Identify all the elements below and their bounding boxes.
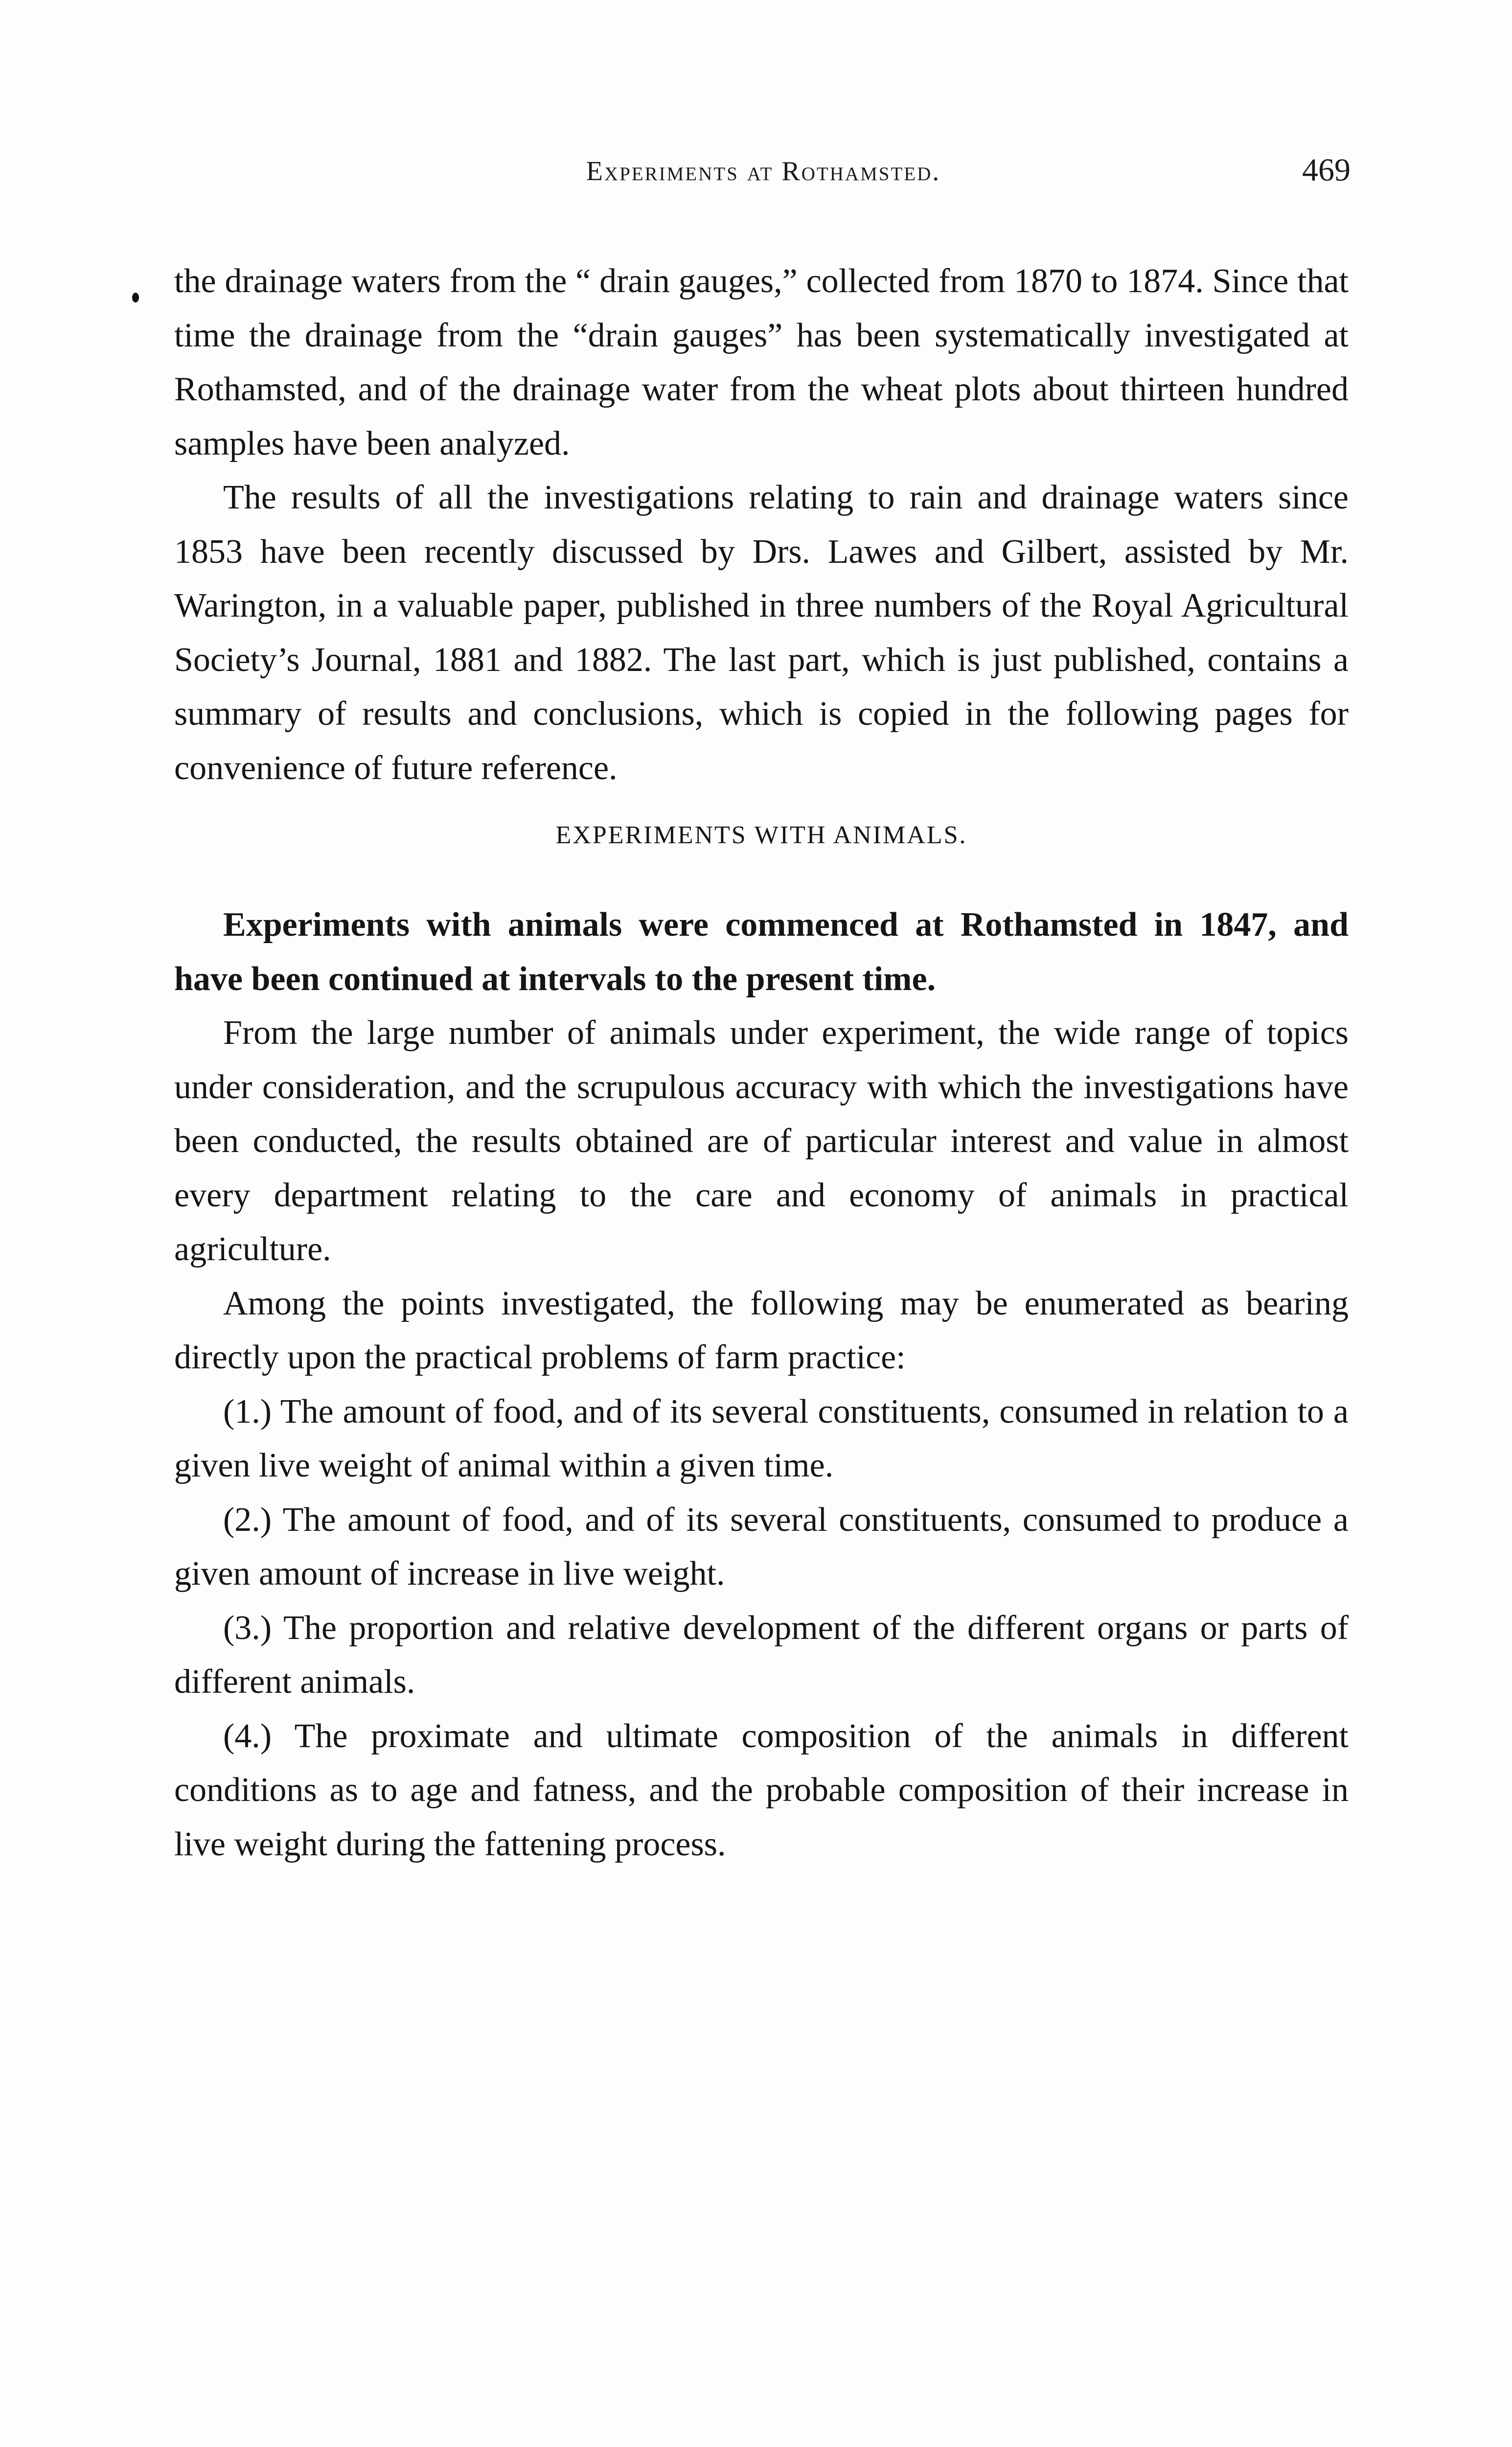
list-item-1: (1.) The amount of food, and of its several constituents, consumed in relation to a given live weight of animal within a given time. — [174, 1392, 1349, 1484]
paragraph-results-summary: The results of all the investigations relating to rain and drainage waters since 1853 have been recently discussed by Drs. Lawes and Gilbert, assisted by Mr. Warington, in a valuable paper, published in three numbers of the Royal Agricultural Society’s Journal, 1881 and 1882. The last part, which is just published, contains a summary of results and conclusions, which is copied in the following pages for convenience of future reference. — [174, 479, 1349, 787]
page-body — [174, 254, 1349, 1871]
paragraph-points-investigated: Among the points investigated, the following may be enumerated as bearing directly upon the practical problems of farm practice: — [174, 1284, 1349, 1376]
running-title: Experiments at Rothamsted. — [586, 156, 941, 186]
page-number: 469 — [1302, 152, 1351, 188]
section-heading: EXPERIMENTS WITH ANIMALS. — [555, 821, 967, 849]
list-item-2: (2.) The amount of food, and of its several constituents, consumed to produce a given amount of increase in live weight. — [174, 1501, 1349, 1593]
list-item-4: (4.) The proximate and ultimate composition of the animals in different conditions as to age and fatness, and the probable composition of their increase in live weight during the fattening process. — [174, 1717, 1349, 1863]
paragraph-animals-scope: From the large number of animals under experiment, the wide range of topics under consideration, and the scrupulous accuracy with which the investigations have been conducted, the results obtained are of particular interest and value in almost every department relating to the care and economy of animals in practical agriculture. — [174, 1014, 1349, 1268]
margin-dot-mark — [132, 293, 139, 302]
list-item-3: (3.) The proportion and relative development of the different organs or parts of different animals. — [174, 1609, 1349, 1701]
paragraph-animals-intro: Experiments with animals were commenced at Rothamsted in 1847, and have been continued at intervals to the present time. — [174, 906, 1349, 998]
running-head — [176, 152, 1351, 200]
paragraph-drainage-continued: the drainage waters from the “ drain gauges,” collected from 1870 to 1874. Since that time the drainage from the “drain gauges” has been systematically investigated at Rothamsted, and of the drainage water from the wheat plots about thirteen hundred samples have been analyzed. — [174, 262, 1349, 462]
